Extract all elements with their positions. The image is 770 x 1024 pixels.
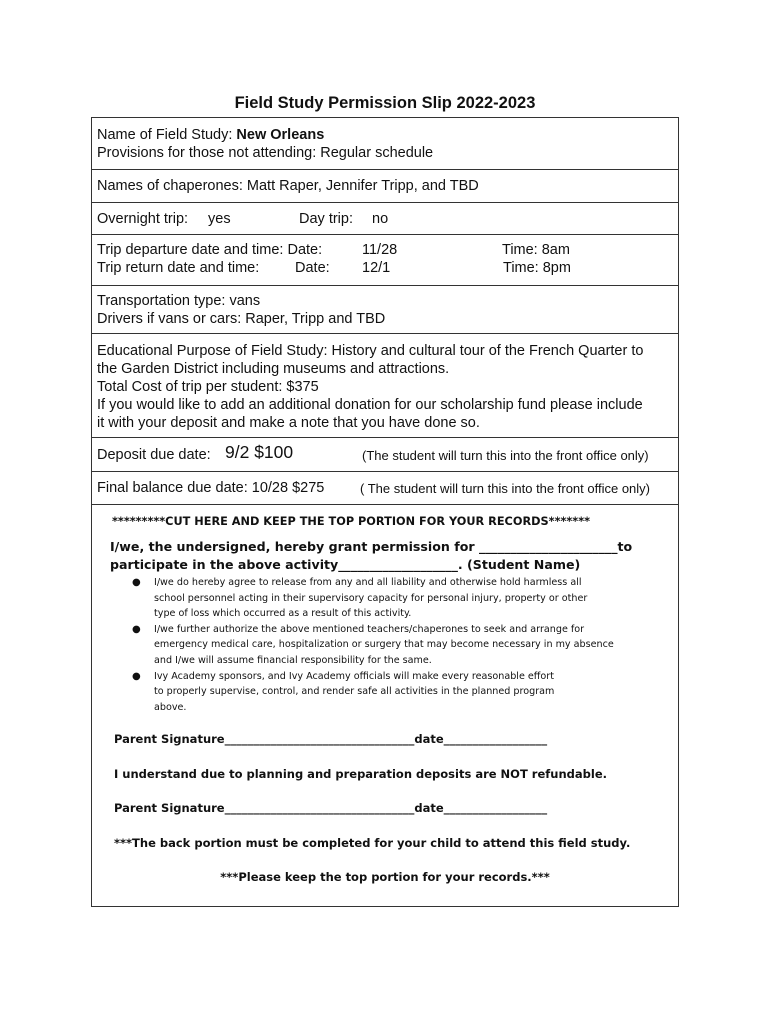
final-balance-note: ( The student will turn this into the front office only)	[360, 481, 650, 496]
term-text-line: I/we do hereby agree to release from any and all liability and otherwise hold harmless all	[154, 577, 582, 588]
departure-time: Time: 8am	[502, 242, 570, 258]
document-title: Field Study Permission Slip 2022-2023	[234, 94, 536, 112]
final-balance-section	[92, 472, 678, 505]
term-text-line: I/we further authorize the above mentioned teachers/chaperones to seek and arrange for	[154, 623, 585, 635]
return-label: Trip return date and time:	[97, 260, 260, 276]
trip-type-line	[97, 210, 678, 228]
departure-date: 11/28	[362, 242, 398, 258]
purpose-line-2: the Garden District including museums and attractions.	[97, 361, 450, 377]
deposit-note: (The student will turn this into the front office only)	[362, 448, 649, 463]
final-balance-line	[97, 479, 678, 497]
purpose-section	[92, 334, 678, 438]
chaperones-line: Names of chaperones: Matt Raper, Jennifer Tripp, and TBD	[97, 178, 479, 194]
term-text-line: type of loss which occurred as a result of this activity.	[154, 608, 412, 620]
parent-signature-line-1[interactable]: Parent Signature_________________________________date__________________	[114, 732, 548, 746]
donation-line-2: it with your deposit and make a note that you have done so.	[97, 415, 480, 431]
grant-line-2: participate in the above activity___________________. (Student Name)	[110, 557, 581, 572]
return-time: Time: 8pm	[503, 260, 571, 276]
purpose-line-1: Educational Purpose of Field Study: History and cultural tour of the French Quarter to	[97, 343, 644, 359]
field-study-name-value: New Orleans	[236, 127, 325, 143]
bullet-icon: ●	[132, 577, 141, 588]
day-trip-label: Day trip:	[299, 211, 353, 227]
parent-signature-line-2[interactable]: Parent Signature_________________________________date__________________	[114, 801, 548, 815]
return-date-label: Date:	[295, 260, 330, 276]
overnight-label: Overnight trip:	[97, 211, 189, 227]
transportation-type: Transportation type: vans	[97, 293, 261, 309]
bullet-icon: ●	[132, 670, 141, 682]
deposit-value: 9/2 $100	[225, 442, 294, 462]
return-date: 12/1	[362, 260, 391, 276]
donation-line-1: If you would like to add an additional donation for our scholarship fund please include	[97, 397, 643, 413]
back-portion-note: ***The back portion must be completed for your child to attend this field study.	[114, 836, 631, 850]
non-refundable-deposit-note: I understand due to planning and preparation deposits are NOT refundable.	[114, 767, 607, 781]
deposit-line	[97, 442, 678, 464]
term-text-line: and I/we will assume financial responsibility for the same.	[154, 654, 432, 666]
transportation-drivers: Drivers if vans or cars: Raper, Tripp and TBD	[97, 311, 386, 327]
overnight-value: yes	[208, 211, 231, 227]
grant-line-1: I/we, the undersigned, hereby grant permission for ______________________to	[110, 539, 633, 554]
term-text-line: Ivy Academy sponsors, and Ivy Academy officials will make every reasonable effort	[154, 670, 554, 682]
term-text-line: emergency medical care, hospitalization or surgery that may become necessary in my absence	[154, 639, 614, 651]
total-cost-line: Total Cost of trip per student: $375	[97, 379, 319, 395]
grant-permission-statement	[110, 538, 632, 574]
term-text-line: above.	[154, 701, 187, 713]
field-study-name-label: Name of Field Study:	[97, 127, 237, 143]
term-text-line: to properly supervise, control, and render safe all activities in the planned program	[154, 686, 555, 698]
cut-here-instruction: *********CUT HERE AND KEEP THE TOP PORTION FOR YOUR RECORDS*******	[112, 515, 591, 528]
provisions-line: Provisions for those not attending: Regular schedule	[97, 145, 434, 161]
field-study-name-line	[97, 126, 678, 144]
return-line	[97, 259, 678, 277]
permission-form	[91, 117, 679, 907]
deposit-section	[92, 438, 678, 472]
transportation-section	[92, 286, 678, 334]
list-item	[118, 669, 658, 716]
list-item	[118, 622, 658, 669]
dates-section	[92, 235, 678, 286]
deposit-label: Deposit due date:	[97, 447, 211, 463]
day-trip-value: no	[372, 211, 389, 227]
term-text-line: school personnel acting in their supervisory capacity for personal injury, property or other	[154, 592, 588, 604]
departure-label: Trip departure date and time: Date:	[97, 242, 323, 258]
chaperones-section	[92, 170, 678, 203]
terms-list	[118, 575, 658, 715]
keep-top-portion-note: ***Please keep the top portion for your records.***	[220, 870, 550, 884]
trip-type-section	[92, 203, 678, 235]
departure-line	[97, 241, 678, 259]
list-item	[118, 575, 658, 622]
final-balance-label: Final balance due date: 10/28 $275	[97, 480, 325, 496]
bullet-icon: ●	[132, 623, 141, 635]
field-study-section	[92, 118, 678, 170]
